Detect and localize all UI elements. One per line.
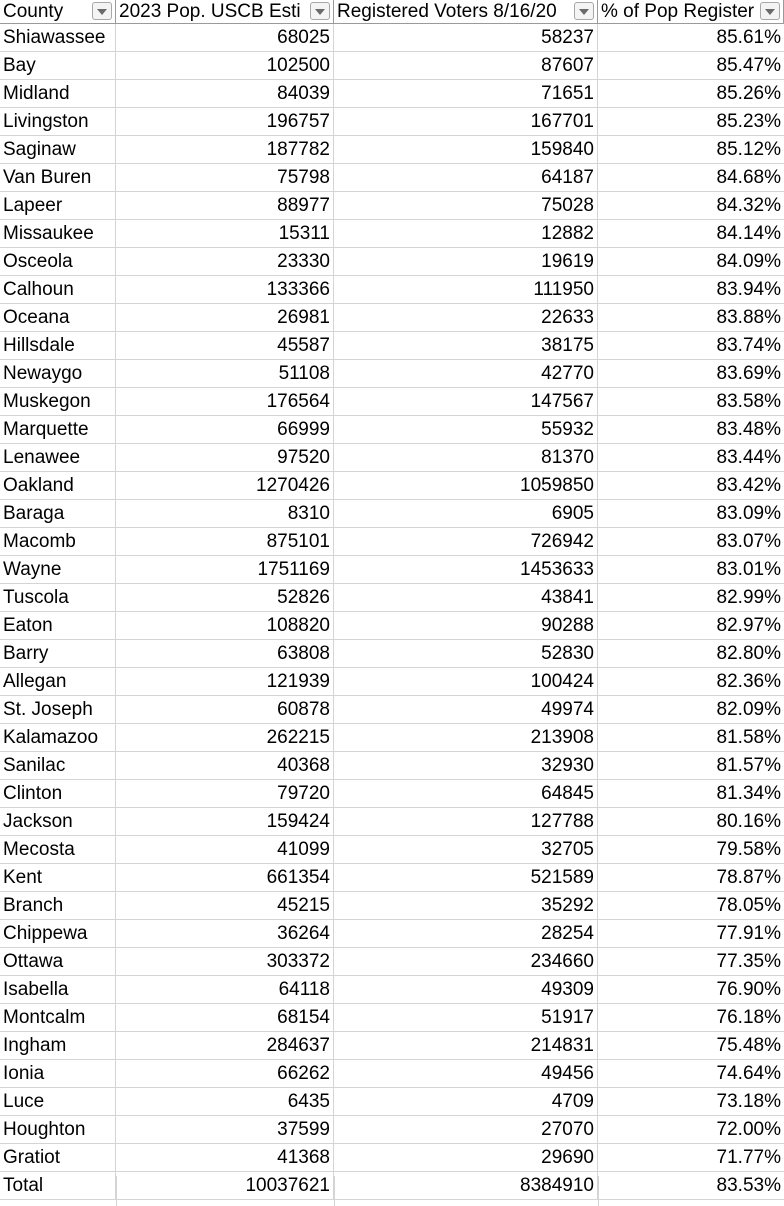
cell-percent-registered[interactable]: 82.97% <box>716 615 781 636</box>
cell-population[interactable]: 41099 <box>116 836 334 864</box>
header-registered-voters[interactable] <box>334 0 598 24</box>
header-row <box>0 0 784 24</box>
cell-registered-voters[interactable]: 12882 <box>334 220 598 248</box>
header-percent-registered-label: % of Pop Register <box>601 1 755 22</box>
cell-percent-registered[interactable]: 83.42% <box>716 475 781 496</box>
table-row <box>0 304 784 332</box>
cell-registered-voters[interactable]: 32705 <box>334 836 598 864</box>
cell-population[interactable]: 37599 <box>116 1116 334 1144</box>
cell-county[interactable]: Tuscola <box>0 584 116 612</box>
cell-percent-registered[interactable]: 78.87% <box>716 867 781 888</box>
cell-percent-registered[interactable]: 84.68% <box>716 167 781 188</box>
cell-county[interactable]: Branch <box>0 892 116 920</box>
table-row <box>0 836 784 864</box>
cell-percent-registered[interactable]: 84.14% <box>716 223 781 244</box>
cell-population[interactable]: 196757 <box>116 108 334 136</box>
cell-registered-voters[interactable]: 35292 <box>334 892 598 920</box>
cell-percent-registered[interactable]: 83.09% <box>716 503 781 524</box>
cell-population[interactable]: 66262 <box>116 1060 334 1088</box>
cell-registered-voters[interactable]: 90288 <box>334 612 598 640</box>
cell-county[interactable]: Montcalm <box>0 1004 116 1032</box>
table-row <box>0 1144 784 1172</box>
cell-county[interactable]: Marquette <box>0 416 116 444</box>
cell-percent-registered[interactable]: 82.80% <box>716 643 781 664</box>
cell-registered-voters[interactable]: 49456 <box>334 1060 598 1088</box>
cell-population[interactable]: 15311 <box>116 220 334 248</box>
table-row <box>0 976 784 1004</box>
cell-registered-voters[interactable]: 234660 <box>334 948 598 976</box>
table-row <box>0 136 784 164</box>
cell-registered-voters[interactable]: 64187 <box>334 164 598 192</box>
grid-line <box>598 1176 599 1206</box>
cell-population[interactable]: 121939 <box>116 668 334 696</box>
cell-registered-voters[interactable]: 213908 <box>334 724 598 752</box>
cell-registered-voters[interactable]: 1453633 <box>334 556 598 584</box>
cell-county[interactable]: Allegan <box>0 668 116 696</box>
cell-county[interactable]: Isabella <box>0 976 116 1004</box>
cell-percent-registered[interactable]: 81.58% <box>716 727 781 748</box>
cell-population[interactable]: 26981 <box>116 304 334 332</box>
cell-population[interactable]: 1751169 <box>116 556 334 584</box>
cell-population[interactable]: 661354 <box>116 864 334 892</box>
cell-county[interactable]: Oceana <box>0 304 116 332</box>
cell-population[interactable]: 41368 <box>116 1144 334 1172</box>
cell-county[interactable]: Saginaw <box>0 136 116 164</box>
cell-registered-voters[interactable]: 147567 <box>334 388 598 416</box>
cell-registered-voters[interactable]: 55932 <box>334 416 598 444</box>
cell-population[interactable]: 10037621 <box>116 1172 334 1200</box>
cell-county[interactable]: Missaukee <box>0 220 116 248</box>
cell-percent-registered[interactable]: 82.99% <box>716 587 781 608</box>
cell-registered-voters[interactable]: 58237 <box>334 24 598 52</box>
cell-registered-voters[interactable]: 111950 <box>334 276 598 304</box>
header-population[interactable] <box>116 0 334 24</box>
table-row <box>0 276 784 304</box>
cell-county[interactable]: Ottawa <box>0 948 116 976</box>
cell-registered-voters[interactable]: 726942 <box>334 528 598 556</box>
table-row <box>0 24 784 52</box>
cell-percent-registered[interactable]: 80.16% <box>716 811 781 832</box>
table-row <box>0 948 784 976</box>
cell-registered-voters[interactable]: 4709 <box>334 1088 598 1116</box>
cell-registered-voters[interactable]: 27070 <box>334 1116 598 1144</box>
cell-population[interactable]: 60878 <box>116 696 334 724</box>
cell-population[interactable]: 108820 <box>116 612 334 640</box>
cell-registered-voters[interactable]: 71651 <box>334 80 598 108</box>
cell-registered-voters[interactable]: 159840 <box>334 136 598 164</box>
table-row <box>0 528 784 556</box>
table-row <box>0 1116 784 1144</box>
cell-population[interactable]: 284637 <box>116 1032 334 1060</box>
cell-percent-registered[interactable]: 83.74% <box>716 335 781 356</box>
cell-registered-voters[interactable]: 1059850 <box>334 472 598 500</box>
cell-county[interactable]: Gratiot <box>0 1144 116 1172</box>
cell-county[interactable]: Ionia <box>0 1060 116 1088</box>
cell-county[interactable]: St. Joseph <box>0 696 116 724</box>
cell-population[interactable]: 79720 <box>116 780 334 808</box>
cell-county[interactable]: Wayne <box>0 556 116 584</box>
cell-percent-registered[interactable]: 74.64% <box>716 1063 781 1084</box>
cell-population[interactable]: 6435 <box>116 1088 334 1116</box>
cell-population[interactable]: 51108 <box>116 360 334 388</box>
cell-population[interactable]: 40368 <box>116 752 334 780</box>
cell-registered-voters[interactable]: 43841 <box>334 584 598 612</box>
table-row <box>0 1032 784 1060</box>
table-row <box>0 640 784 668</box>
cell-percent-registered[interactable]: 73.18% <box>716 1091 781 1112</box>
cell-population[interactable]: 75798 <box>116 164 334 192</box>
cell-registered-voters[interactable]: 214831 <box>334 1032 598 1060</box>
cell-population[interactable]: 23330 <box>116 248 334 276</box>
cell-registered-voters[interactable]: 8384910 <box>334 1172 598 1200</box>
cell-population[interactable]: 63808 <box>116 640 334 668</box>
cell-county[interactable]: Midland <box>0 80 116 108</box>
table-row <box>0 780 784 808</box>
cell-population[interactable]: 88977 <box>116 192 334 220</box>
cell-population[interactable]: 52826 <box>116 584 334 612</box>
cell-population[interactable]: 68025 <box>116 24 334 52</box>
cell-percent-registered[interactable]: 76.18% <box>716 1007 781 1028</box>
dropdown-arrow-icon <box>315 9 325 15</box>
cell-percent-registered[interactable]: 83.48% <box>716 419 781 440</box>
cell-percent-registered[interactable]: 77.91% <box>716 923 781 944</box>
cell-county[interactable]: Osceola <box>0 248 116 276</box>
cell-percent-registered[interactable]: 85.12% <box>716 139 781 160</box>
cell-registered-voters[interactable]: 22633 <box>334 304 598 332</box>
cell-registered-voters[interactable]: 42770 <box>334 360 598 388</box>
table-row <box>0 80 784 108</box>
table-row <box>0 220 784 248</box>
filter-dropdown-population[interactable] <box>310 2 330 20</box>
cell-county[interactable]: Newaygo <box>0 360 116 388</box>
cell-percent-registered[interactable]: 85.26% <box>716 83 781 104</box>
table-row <box>0 388 784 416</box>
cell-percent-registered[interactable]: 85.61% <box>716 27 781 48</box>
dropdown-arrow-icon <box>765 9 775 15</box>
cell-population[interactable]: 84039 <box>116 80 334 108</box>
table-row <box>0 584 784 612</box>
cell-population[interactable]: 97520 <box>116 444 334 472</box>
table-row <box>0 892 784 920</box>
cell-registered-voters[interactable]: 521589 <box>334 864 598 892</box>
table-row <box>0 416 784 444</box>
table-row <box>0 752 784 780</box>
filter-dropdown-percent-registered[interactable] <box>760 2 780 20</box>
cell-registered-voters[interactable]: 64845 <box>334 780 598 808</box>
table-row <box>0 360 784 388</box>
cell-percent-registered[interactable]: 81.57% <box>716 755 781 776</box>
table-row <box>0 864 784 892</box>
cell-percent-registered[interactable]: 71.77% <box>716 1147 781 1168</box>
table-row <box>0 108 784 136</box>
cell-population[interactable]: 133366 <box>116 276 334 304</box>
cell-registered-voters[interactable]: 28254 <box>334 920 598 948</box>
cell-percent-registered[interactable]: 83.58% <box>716 391 781 412</box>
cell-population[interactable]: 8310 <box>116 500 334 528</box>
cell-county[interactable]: Lapeer <box>0 192 116 220</box>
cell-registered-voters[interactable]: 49974 <box>334 696 598 724</box>
cell-percent-registered[interactable]: 81.34% <box>716 783 781 804</box>
table-row <box>0 332 784 360</box>
cell-registered-voters[interactable]: 51917 <box>334 1004 598 1032</box>
cell-population[interactable]: 262215 <box>116 724 334 752</box>
cell-population[interactable]: 303372 <box>116 948 334 976</box>
cell-population[interactable]: 1270426 <box>116 472 334 500</box>
cell-county[interactable]: Clinton <box>0 780 116 808</box>
table-row <box>0 668 784 696</box>
cell-county[interactable]: Eaton <box>0 612 116 640</box>
table-row <box>0 612 784 640</box>
grid-line <box>116 1176 117 1206</box>
cell-population[interactable]: 68154 <box>116 1004 334 1032</box>
cell-registered-voters[interactable]: 19619 <box>334 248 598 276</box>
header-percent-registered[interactable] <box>598 0 784 24</box>
table-row <box>0 164 784 192</box>
filter-dropdown-county[interactable] <box>92 2 112 20</box>
table-row <box>0 724 784 752</box>
header-county[interactable] <box>0 0 116 24</box>
cell-registered-voters[interactable]: 49309 <box>334 976 598 1004</box>
header-county-label: County <box>3 1 64 22</box>
cell-county[interactable]: Houghton <box>0 1116 116 1144</box>
cell-percent-registered[interactable]: 85.47% <box>716 55 781 76</box>
cell-county[interactable]: Shiawassee <box>0 24 116 52</box>
cell-county[interactable]: Sanilac <box>0 752 116 780</box>
cell-percent-registered[interactable]: 85.23% <box>716 111 781 132</box>
cell-percent-registered[interactable]: 76.90% <box>716 979 781 1000</box>
table-row <box>0 444 784 472</box>
cell-population[interactable]: 102500 <box>116 52 334 80</box>
cell-percent-registered[interactable]: 84.32% <box>716 195 781 216</box>
table-row <box>0 1172 784 1200</box>
cell-percent-registered[interactable]: 82.36% <box>716 671 781 692</box>
cell-population[interactable]: 45215 <box>116 892 334 920</box>
cell-population[interactable]: 159424 <box>116 808 334 836</box>
cell-county[interactable]: Kalamazoo <box>0 724 116 752</box>
cell-percent-registered[interactable]: 83.07% <box>716 531 781 552</box>
table-row <box>0 556 784 584</box>
cell-registered-voters[interactable]: 100424 <box>334 668 598 696</box>
cell-county[interactable]: Ingham <box>0 1032 116 1060</box>
cell-county[interactable]: Van Buren <box>0 164 116 192</box>
cell-percent-registered[interactable]: 77.35% <box>716 951 781 972</box>
table-row <box>0 1060 784 1088</box>
cell-percent-registered[interactable]: 83.88% <box>716 307 781 328</box>
table-row <box>0 808 784 836</box>
header-population-label: 2023 Pop. USCB Esti <box>119 1 301 22</box>
header-registered-voters-label: Registered Voters 8/16/20 <box>337 1 557 22</box>
table-row <box>0 192 784 220</box>
cell-county[interactable]: Oakland <box>0 472 116 500</box>
cell-county[interactable]: Baraga <box>0 500 116 528</box>
cell-population[interactable]: 875101 <box>116 528 334 556</box>
cell-county[interactable]: Macomb <box>0 528 116 556</box>
table-row <box>0 472 784 500</box>
cell-registered-voters[interactable]: 6905 <box>334 500 598 528</box>
cell-percent-registered[interactable]: 83.01% <box>716 559 781 580</box>
dropdown-arrow-icon <box>97 9 107 15</box>
cell-county[interactable]: Lenawee <box>0 444 116 472</box>
cell-county[interactable]: Calhoun <box>0 276 116 304</box>
cell-county[interactable]: Livingston <box>0 108 116 136</box>
cell-population[interactable]: 64118 <box>116 976 334 1004</box>
cell-registered-voters[interactable]: 38175 <box>334 332 598 360</box>
table-row <box>0 1004 784 1032</box>
table-row <box>0 52 784 80</box>
cell-county[interactable]: Kent <box>0 864 116 892</box>
cell-registered-voters[interactable]: 52830 <box>334 640 598 668</box>
cell-county[interactable]: Jackson <box>0 808 116 836</box>
filter-dropdown-registered-voters[interactable] <box>574 2 594 20</box>
cell-population[interactable]: 36264 <box>116 920 334 948</box>
cell-county[interactable]: Luce <box>0 1088 116 1116</box>
cell-county[interactable]: Muskegon <box>0 388 116 416</box>
table-row <box>0 1088 784 1116</box>
cell-county[interactable]: Bay <box>0 52 116 80</box>
cell-county[interactable]: Hillsdale <box>0 332 116 360</box>
cell-county[interactable]: Chippewa <box>0 920 116 948</box>
cell-registered-voters[interactable]: 81370 <box>334 444 598 472</box>
cell-registered-voters[interactable]: 167701 <box>334 108 598 136</box>
cell-percent-registered[interactable]: 84.09% <box>716 251 781 272</box>
table-row <box>0 248 784 276</box>
cell-percent-registered[interactable]: 83.44% <box>716 447 781 468</box>
cell-percent-registered[interactable]: 83.53% <box>716 1175 781 1196</box>
dropdown-arrow-icon <box>579 9 589 15</box>
cell-registered-voters[interactable]: 127788 <box>334 808 598 836</box>
cell-percent-registered[interactable]: 79.58% <box>716 839 781 860</box>
cell-percent-registered[interactable]: 82.09% <box>716 699 781 720</box>
cell-percent-registered[interactable]: 83.69% <box>716 363 781 384</box>
table-row <box>0 696 784 724</box>
cell-percent-registered[interactable]: 78.05% <box>716 895 781 916</box>
cell-percent-registered[interactable]: 72.00% <box>716 1119 781 1140</box>
cell-population[interactable]: 45587 <box>116 332 334 360</box>
cell-registered-voters[interactable]: 32930 <box>334 752 598 780</box>
cell-population[interactable]: 187782 <box>116 136 334 164</box>
cell-percent-registered[interactable]: 83.94% <box>716 279 781 300</box>
cell-county[interactable]: Total <box>0 1172 116 1200</box>
table-row <box>0 920 784 948</box>
cell-registered-voters[interactable]: 29690 <box>334 1144 598 1172</box>
table-row <box>0 500 784 528</box>
cell-percent-registered[interactable]: 75.48% <box>716 1035 781 1056</box>
cell-population[interactable]: 176564 <box>116 388 334 416</box>
cell-county[interactable]: Barry <box>0 640 116 668</box>
cell-county[interactable]: Mecosta <box>0 836 116 864</box>
cell-registered-voters[interactable]: 75028 <box>334 192 598 220</box>
cell-population[interactable]: 66999 <box>116 416 334 444</box>
grid-line <box>334 1176 335 1206</box>
cell-registered-voters[interactable]: 87607 <box>334 52 598 80</box>
